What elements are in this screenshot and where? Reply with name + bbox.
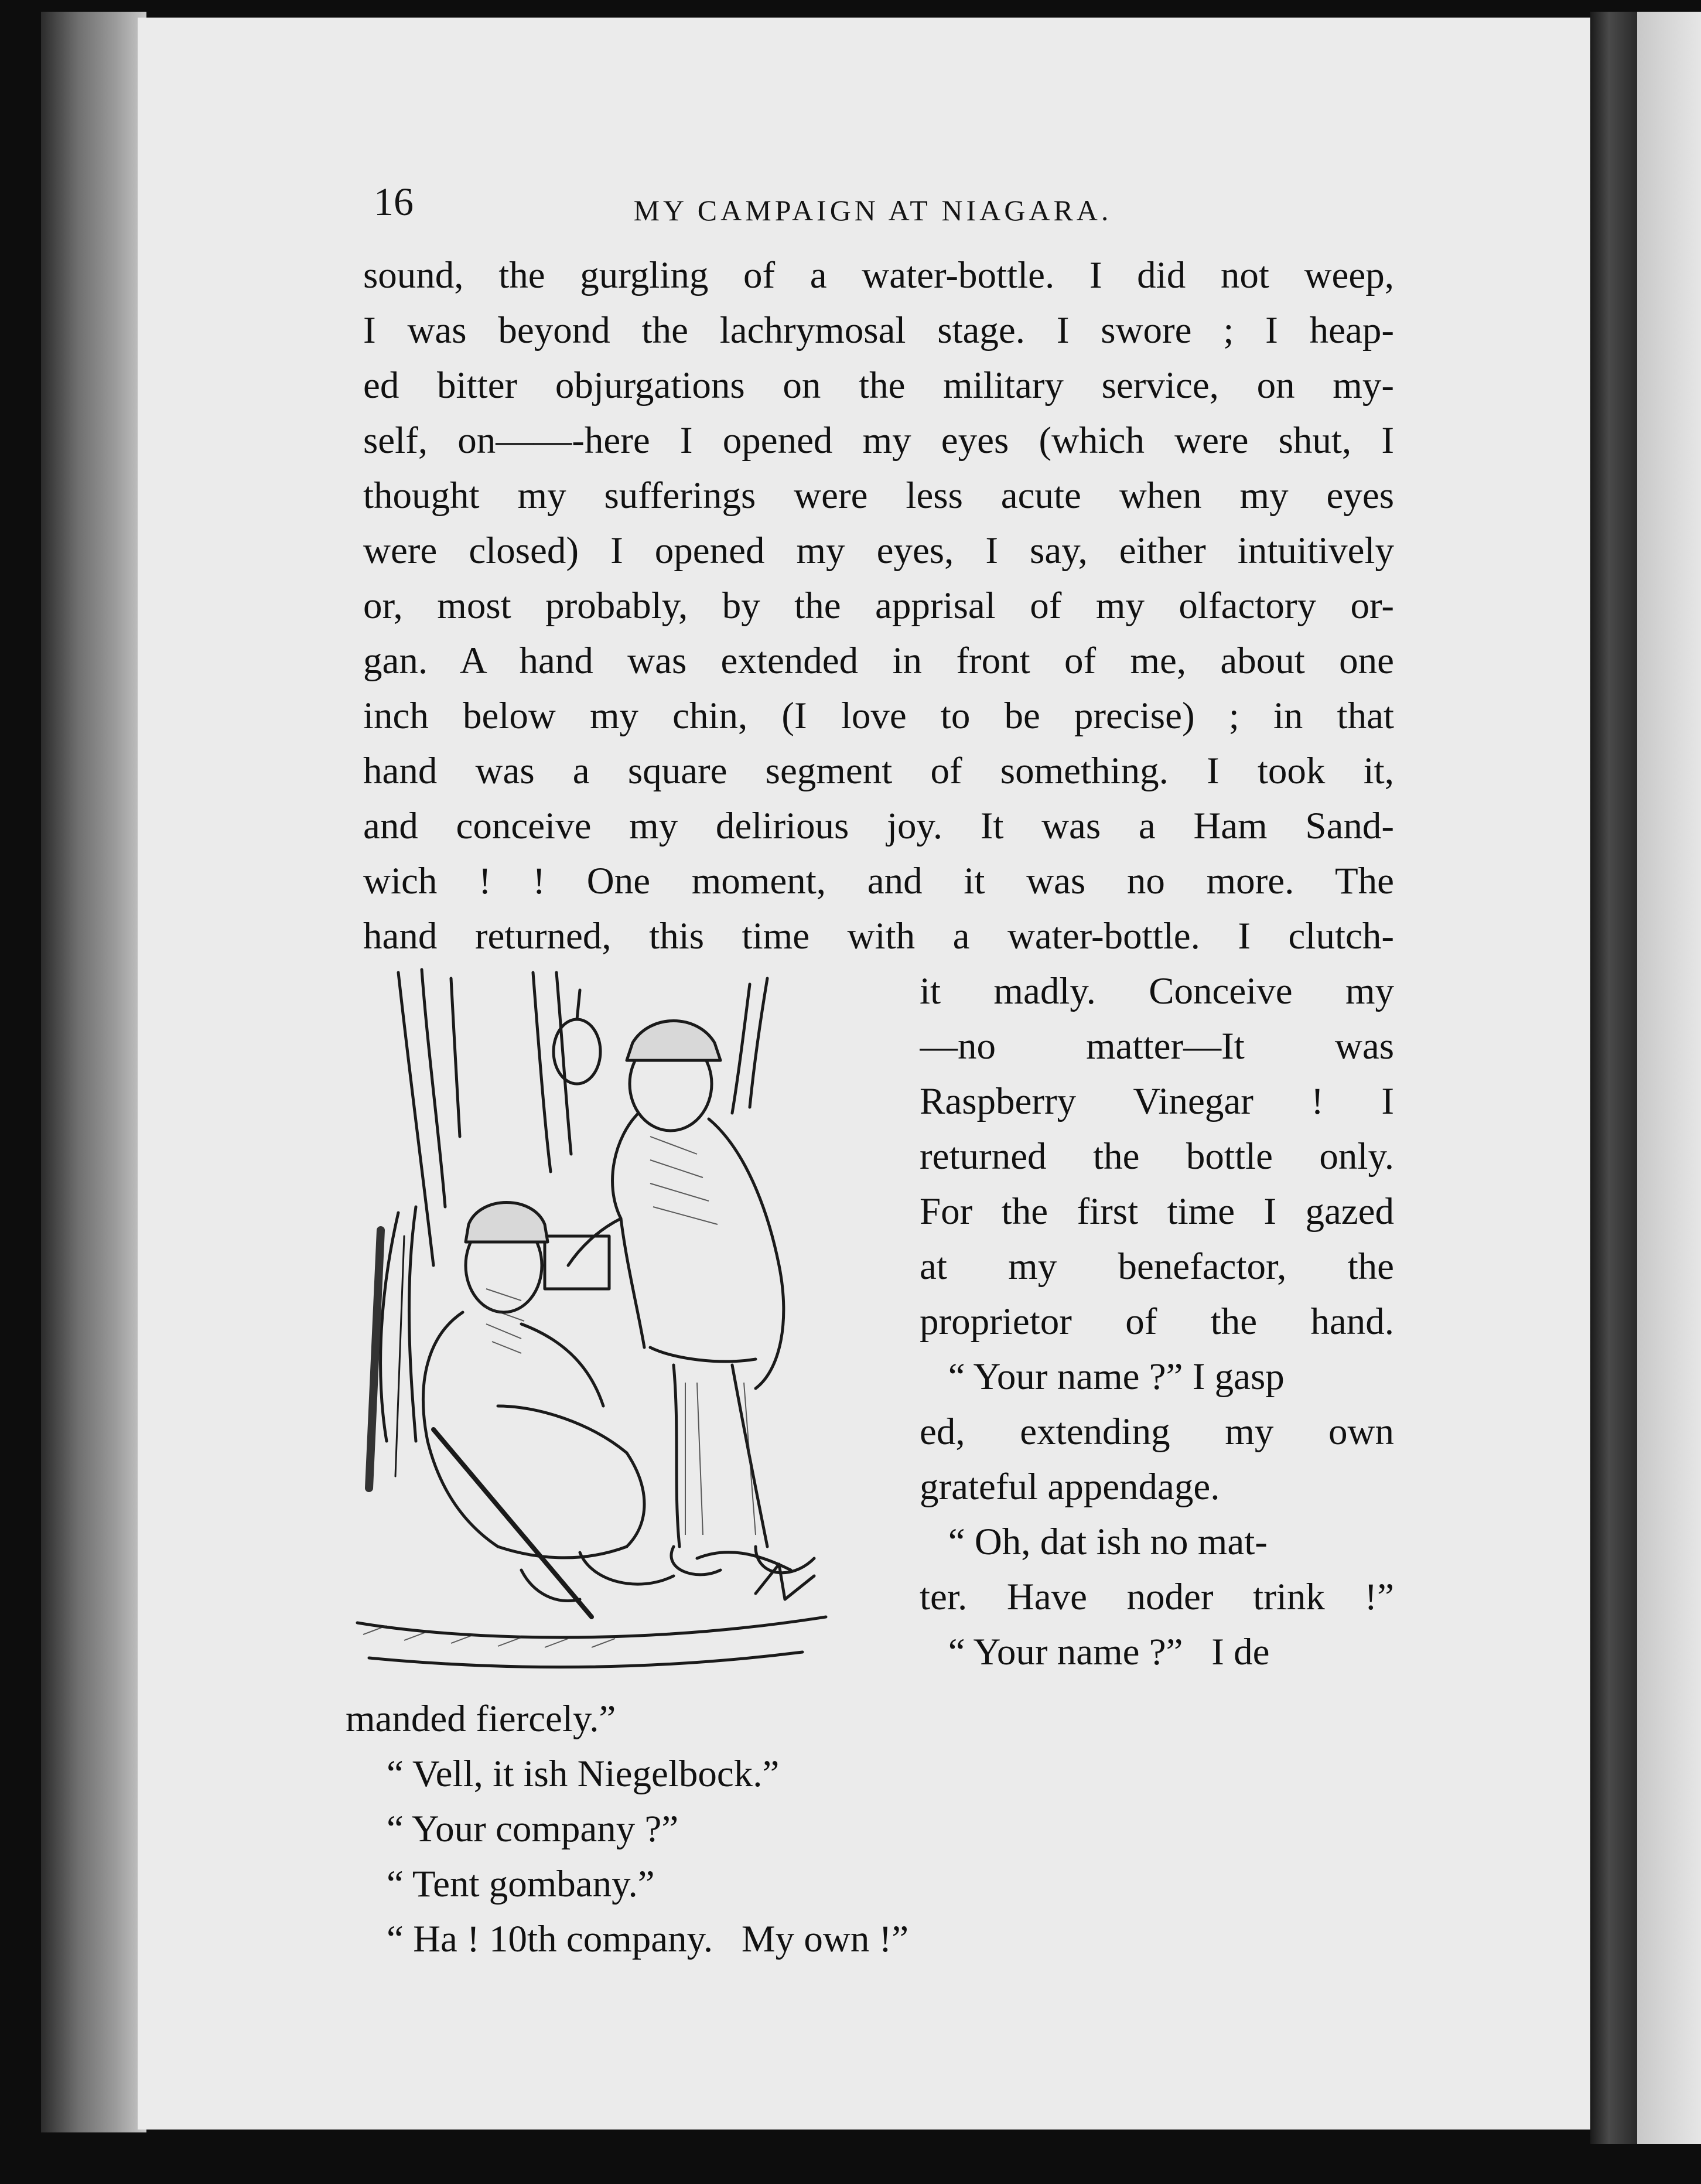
text-line: For the first time I gazed: [920, 1190, 1394, 1233]
text-line: self, on——-here I opened my eyes (which were shut, I: [363, 419, 1394, 462]
running-head: MY CAMPAIGN AT NIAGARA.: [633, 194, 1112, 227]
text-line: ed, extending my own: [920, 1411, 1394, 1453]
text-line: Raspberry Vinegar ! I: [920, 1080, 1394, 1122]
text-line: returned the bottle only.: [920, 1135, 1394, 1178]
text-line: manded fiercely.”: [346, 1698, 616, 1740]
dialog-line: “ Ha ! 10th company. My own !”: [387, 1918, 909, 1960]
text-line: or, most probably, by the apprisal of my olfactory or-: [363, 585, 1394, 627]
facing-page-edge: [1637, 12, 1701, 2144]
text-line: ter. Have noder trink !”: [920, 1576, 1394, 1618]
text-line: gan. A hand was extended in front of me, about one: [363, 640, 1394, 682]
text-line: at my benefactor, the: [920, 1245, 1394, 1288]
text-line: inch below my chin, (I love to be precise) ; in that: [363, 695, 1394, 737]
dialog-line: “ Your company ?”: [387, 1808, 679, 1850]
text-line: thought my sufferings were less acute when my eyes: [363, 475, 1394, 517]
book-binding: [1590, 12, 1637, 2144]
text-line: proprietor of the hand.: [920, 1301, 1394, 1343]
text-line: sound, the gurgling of a water-bottle. I did not weep,: [363, 254, 1394, 296]
text-line: grateful appendage.: [920, 1466, 1220, 1508]
text-line: I was beyond the lachrymosal stage. I swore ; I heap-: [363, 309, 1394, 352]
page-number: 16: [374, 179, 414, 224]
dialog-line: “ Tent gombany.”: [387, 1863, 655, 1905]
text-line: ed bitter objurgations on the military service, on my-: [363, 364, 1394, 407]
dialog-line: “ Vell, it ish Niegelbock.”: [387, 1753, 780, 1795]
page-edge: [41, 12, 146, 2132]
text-line: wich ! ! One moment, and it was no more. The: [363, 860, 1394, 902]
text-line: hand was a square segment of something. I took it,: [363, 750, 1394, 792]
text-line: and conceive my delirious joy. It was a Ham Sand-: [363, 805, 1394, 847]
text-line: “ Your name ?” I gasp: [920, 1356, 1285, 1398]
text-line: —no matter—It was: [920, 1025, 1394, 1067]
woodcut-illustration: [346, 961, 884, 1681]
text-line: were closed) I opened my eyes, I say, either intuitively: [363, 530, 1394, 572]
text-line: hand returned, this time with a water-bottle. I clutch-: [363, 915, 1394, 957]
text-line: “ Oh, dat ish no mat-: [920, 1521, 1268, 1563]
text-line: “ Your name ?” I de: [920, 1631, 1270, 1673]
text-line: it madly. Conceive my: [920, 970, 1394, 1012]
